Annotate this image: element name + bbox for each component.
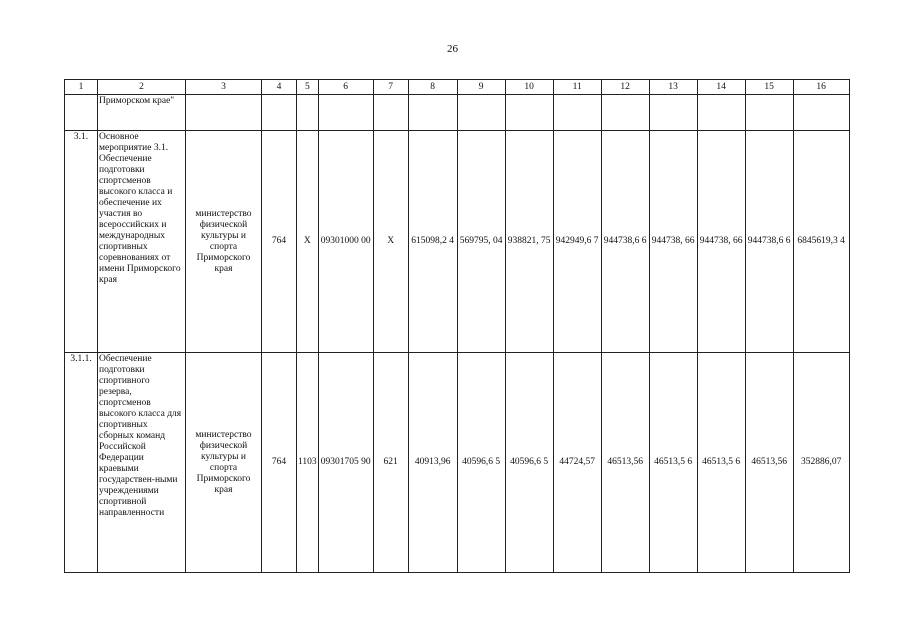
cell: 615098,2 4 [408, 131, 457, 353]
table-row [65, 131, 850, 353]
executor: министерство физической культуры и спорта Приморского края [186, 131, 262, 353]
cell: 621 [373, 353, 408, 573]
cell: 569795, 04 [457, 131, 505, 353]
column-header: 3 [186, 80, 262, 95]
cell: 944738,6 6 [745, 131, 793, 353]
cell [408, 95, 457, 131]
cell [318, 95, 373, 131]
column-header: 12 [601, 80, 649, 95]
cell [297, 95, 319, 131]
cell: 46513,5 6 [649, 353, 697, 573]
measure-name: Основное мероприятие 3.1. Обеспечение подготовки спортсменов высокого класса и обеспечение их участия во всероссийских и международных спортивных соревнованиях от имени Приморского края [98, 131, 186, 353]
cell: 942949,6 7 [553, 131, 601, 353]
table-row [65, 95, 850, 131]
cell [373, 95, 408, 131]
column-header: 15 [745, 80, 793, 95]
column-header: 16 [793, 80, 849, 95]
cell: 944738, 66 [697, 131, 745, 353]
cell: 764 [262, 353, 297, 573]
page-number: 26 [447, 43, 458, 55]
column-header: 14 [697, 80, 745, 95]
cell: 09301705 90 [318, 353, 373, 573]
column-header: 13 [649, 80, 697, 95]
cell: 1103 [297, 353, 319, 573]
column-header: 10 [505, 80, 553, 95]
cell: 44724,57 [553, 353, 601, 573]
cell [505, 95, 553, 131]
budget-table [64, 79, 850, 573]
executor: министерство физической культуры и спорта Приморского края [186, 353, 262, 573]
cell [697, 95, 745, 131]
cell [553, 95, 601, 131]
column-header: 11 [553, 80, 601, 95]
cell: 40596,6 5 [505, 353, 553, 573]
cell: 764 [262, 131, 297, 353]
cell: 46513,56 [601, 353, 649, 573]
column-header: 1 [65, 80, 98, 95]
table-header-row [65, 80, 850, 95]
cell: 40596,6 5 [457, 353, 505, 573]
column-header: 6 [318, 80, 373, 95]
column-header: 7 [373, 80, 408, 95]
column-header: 8 [408, 80, 457, 95]
measure-name: Обеспечение подготовки спортивного резерва, спортсменов высокого класса для спортивных сборных команд Российской Федерации краевыми государствен-ными учреждениями спортивной направленности [98, 353, 186, 573]
cell: 09301000 00 [318, 131, 373, 353]
cell: 46513,5 6 [697, 353, 745, 573]
cell [262, 95, 297, 131]
row-number: 3.1. [65, 131, 98, 353]
cell: 6845619,3 4 [793, 131, 849, 353]
cell: 40913,96 [408, 353, 457, 573]
column-header: 2 [98, 80, 186, 95]
cell: 352886,07 [793, 353, 849, 573]
cell [601, 95, 649, 131]
cell: 938821, 75 [505, 131, 553, 353]
cell: X [297, 131, 319, 353]
column-header: 9 [457, 80, 505, 95]
row-number: 3.1.1. [65, 353, 98, 573]
cell [745, 95, 793, 131]
row-number [65, 95, 98, 131]
cell: X [373, 131, 408, 353]
cell: 944738,6 6 [601, 131, 649, 353]
cell: 944738, 66 [649, 131, 697, 353]
cell [649, 95, 697, 131]
column-header: 4 [262, 80, 297, 95]
executor [186, 95, 262, 131]
column-header: 5 [297, 80, 319, 95]
measure-name: Приморском крае" [98, 95, 186, 131]
cell [793, 95, 849, 131]
cell [457, 95, 505, 131]
cell: 46513,56 [745, 353, 793, 573]
table-row [65, 353, 850, 573]
